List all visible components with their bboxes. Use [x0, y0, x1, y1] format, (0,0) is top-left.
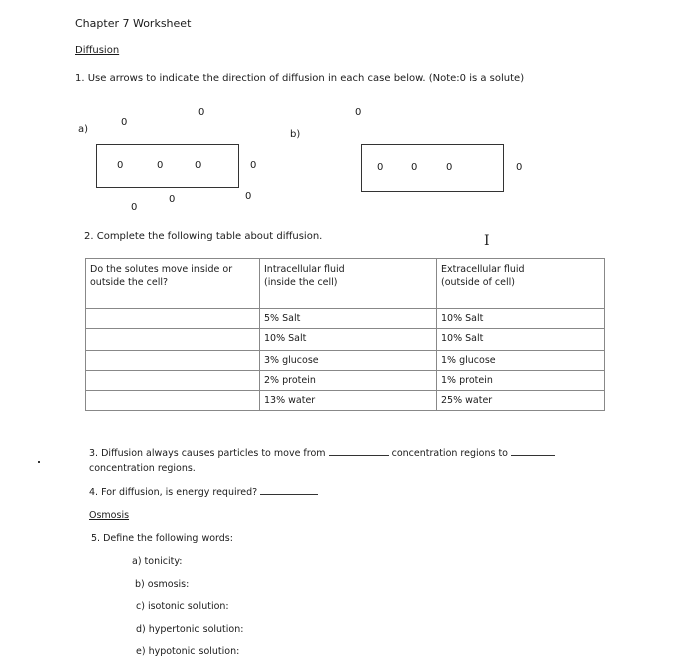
case-b-solute-out-right: 0 [516, 162, 523, 173]
case-b-solute-in-2: 0 [411, 162, 418, 173]
table-cell-extra: 10% Salt [437, 309, 605, 329]
case-b-solute-in-3: 0 [446, 162, 453, 173]
case-a-solute-out-bottom-3: 0 [245, 191, 252, 202]
question-5-text: 5. Define the following words: [91, 533, 233, 544]
define-item-isotonic: c) isotonic solution: [136, 601, 229, 612]
define-item-hypertonic: d) hypertonic solution: [136, 624, 244, 635]
stray-dot [38, 461, 40, 463]
table-cell-move[interactable] [86, 329, 260, 351]
case-a-solute-out-bottom-1: 0 [131, 202, 138, 213]
section-title-diffusion: Diffusion [75, 45, 120, 56]
table-cell-extra: 25% water [437, 391, 605, 411]
table-cell-move[interactable] [86, 371, 260, 391]
worksheet-title: Chapter 7 Worksheet [75, 17, 192, 30]
table-header-extra-line1: Extracellular fluid [441, 264, 525, 275]
diffusion-table [85, 258, 605, 411]
case-a-solute-out-right: 0 [250, 160, 257, 171]
table-header-extra-line2: (outside of cell) [441, 277, 515, 288]
question-2-text: 2. Complete the following table about diffusion. [84, 231, 323, 242]
table-row [86, 391, 605, 411]
case-b-solute-in-1: 0 [377, 162, 384, 173]
table-cell-intra: 10% Salt [260, 329, 437, 351]
table-header-cell [437, 259, 605, 309]
table-header-cell [86, 259, 260, 309]
case-a-solute-in-1: 0 [117, 160, 124, 171]
text-cursor-icon: I [484, 233, 490, 249]
table-header-intra-line2: (inside the cell) [264, 277, 338, 288]
table-cell-move[interactable] [86, 309, 260, 329]
table-row [86, 329, 605, 351]
question-3-part3: concentration regions. [89, 463, 196, 474]
case-a-solute-out-bottom-2: 0 [169, 194, 176, 205]
case-a-solute-out-top-right: 0 [198, 107, 205, 118]
question-3-part1: 3. Diffusion always causes particles to move from [89, 448, 326, 459]
table-cell-intra: 3% glucose [260, 351, 437, 371]
table-cell-intra: 13% water [260, 391, 437, 411]
answer-blank-from[interactable] [329, 455, 389, 456]
answer-blank-energy[interactable] [260, 494, 318, 495]
define-item-hypotonic: e) hypotonic solution: [136, 646, 240, 657]
question-1-text: 1. Use arrows to indicate the direction of diffusion in each case below. (Note:0 is a solute) [75, 73, 525, 84]
define-item-osmosis: b) osmosis: [135, 579, 190, 590]
answer-blank-to[interactable] [511, 455, 555, 456]
table-cell-move[interactable] [86, 391, 260, 411]
table-cell-extra: 10% Salt [437, 329, 605, 351]
question-4-text: 4. For diffusion, is energy required? [89, 487, 258, 498]
table-row [86, 371, 605, 391]
table-header-intra-line1: Intracellular fluid [264, 264, 345, 275]
table-cell-move[interactable] [86, 351, 260, 371]
question-3-line1 [89, 448, 555, 459]
table-header-row [86, 259, 605, 309]
table-header-move-line2: outside the cell? [90, 277, 169, 288]
question-3-part2: concentration regions to [391, 448, 508, 459]
table-header-move-line1: Do the solutes move inside or [90, 264, 233, 275]
case-b-solute-out-top: 0 [355, 107, 362, 118]
table-cell-intra: 5% Salt [260, 309, 437, 329]
table-row [86, 351, 605, 371]
table-header-cell [260, 259, 437, 309]
section-title-osmosis: Osmosis [89, 510, 130, 521]
table-row [86, 309, 605, 329]
table-cell-extra: 1% glucose [437, 351, 605, 371]
case-a-solute-out-top: 0 [121, 117, 128, 128]
case-a-label: a) [78, 124, 89, 135]
question-4-line [89, 487, 318, 498]
table-cell-intra: 2% protein [260, 371, 437, 391]
case-a-solute-in-2: 0 [157, 160, 164, 171]
case-b-label: b) [290, 129, 301, 140]
define-item-tonicity: a) tonicity: [132, 556, 183, 567]
table-cell-extra: 1% protein [437, 371, 605, 391]
case-a-solute-in-3: 0 [195, 160, 202, 171]
